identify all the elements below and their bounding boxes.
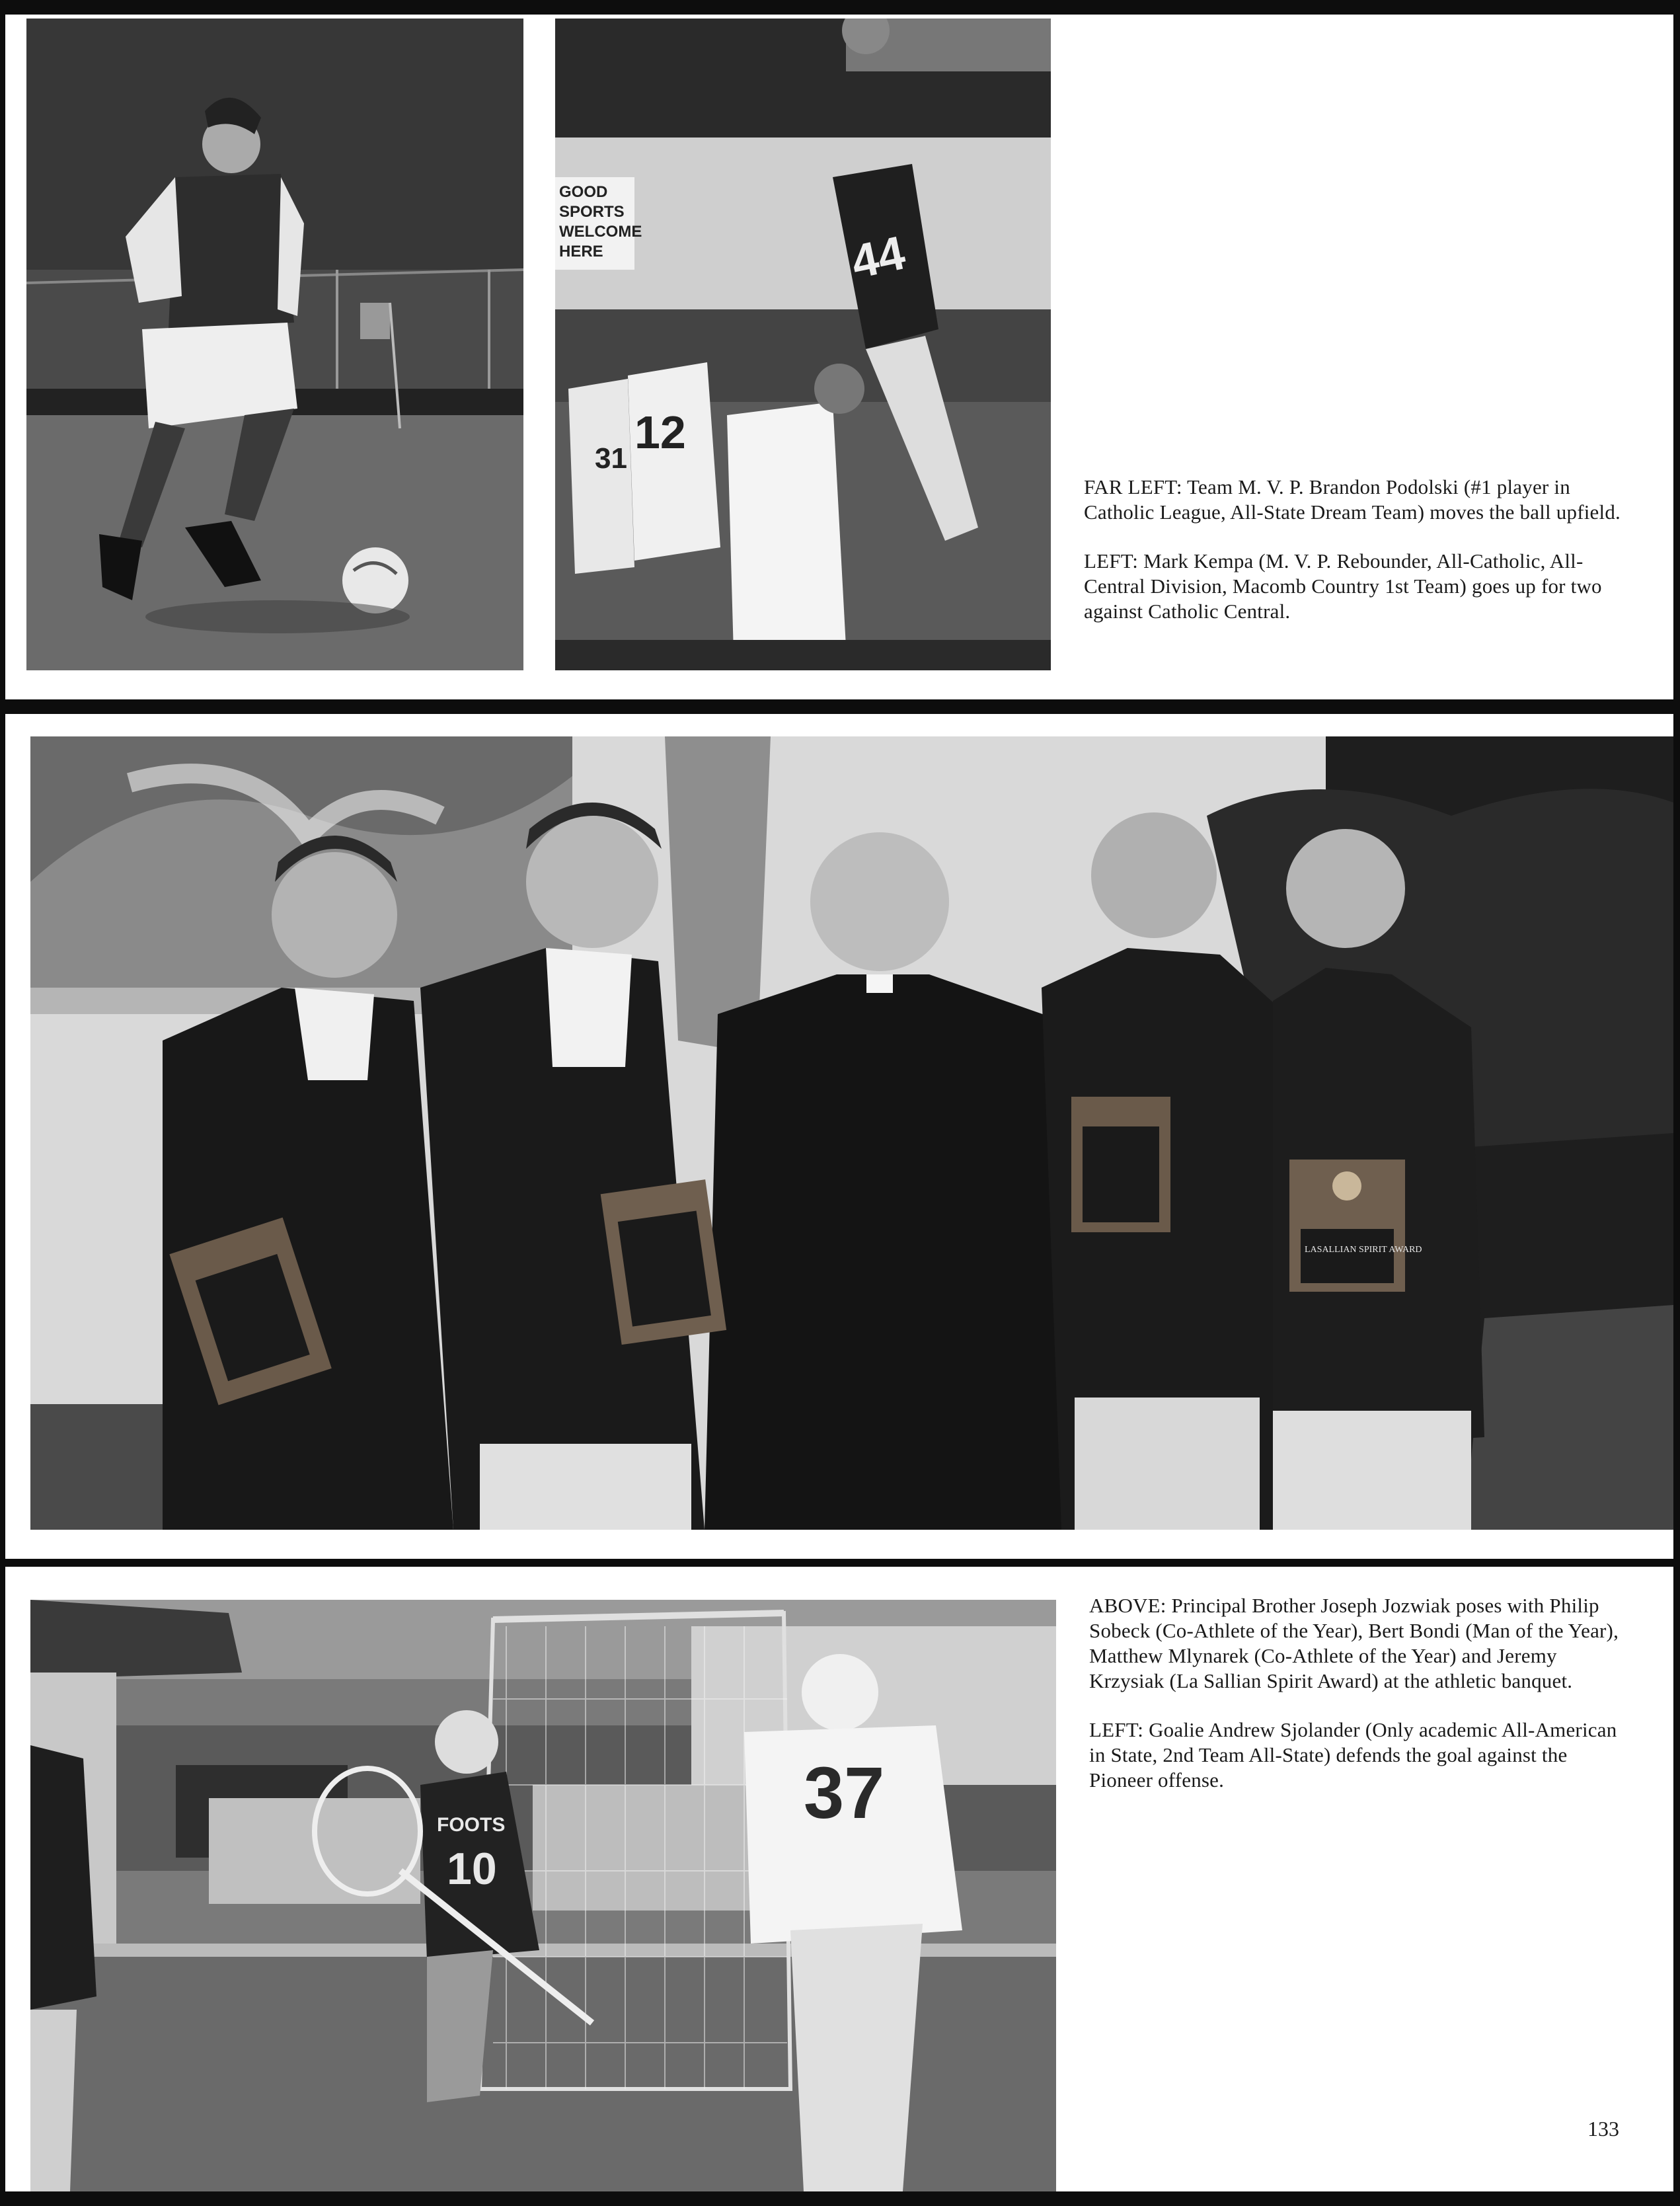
lacrosse-jersey-number: 10: [447, 1844, 497, 1894]
top-captions: [1084, 475, 1626, 648]
bottom-captions: [1089, 1593, 1626, 1817]
caption-left-basketball: LEFT: Mark Kempa (M. V. P. Rebounder, All-Catholic, All-Central Division, Macomb Country 1st Team) goes up for two against Catholic Central.: [1084, 549, 1602, 623]
caption-far-left-soccer: FAR LEFT: Team M. V. P. Brandon Podolski (#1 player in Catholic League, All-State Dream Team) moves the ball upfield.: [1084, 475, 1621, 524]
jersey-31: 31: [595, 442, 627, 475]
gym-banner-line-2: SPORTS: [559, 203, 625, 221]
banquet-photo: [30, 736, 1673, 1530]
plaque-bondi: [601, 1179, 726, 1345]
lacrosse-photo: [30, 1600, 1056, 2191]
plaque-krzysiak-text: LASALLIAN SPIRIT AWARD: [1305, 1245, 1422, 1255]
basketball-photo: [555, 19, 1051, 670]
plaque-mlynarek: [1071, 1097, 1170, 1232]
gym-banner-line-4: HERE: [559, 243, 603, 260]
gym-banner-line-3: WELCOME: [559, 223, 642, 241]
soccer-photo: [26, 19, 523, 670]
jersey-44: 44: [847, 226, 910, 290]
jersey-12: 12: [634, 407, 686, 458]
lacrosse-jersey-text: FOOTS: [437, 1814, 506, 1836]
caption-above-banquet: ABOVE: Principal Brother Joseph Jozwiak poses with Philip Sobeck (Co-Athlete of the Year), Bert Bondi (Man of the Year), Matthew Mlynarek (Co-Athlete of the Year) and Jeremy Krzysiak (La Sallian Spirit Award) at the athletic banquet.: [1089, 1594, 1619, 1692]
caption-left-lacrosse: LEFT: Goalie Andrew Sjolander (Only academic All-American in State, 2nd Team All-State) defends the goal against the Pioneer offense.: [1089, 1718, 1617, 1792]
page-number: 133: [1587, 2117, 1619, 2141]
jersey-37: 37: [804, 1753, 885, 1834]
gym-banner-line-1: GOOD: [559, 183, 608, 201]
plaque-krzysiak: [1289, 1160, 1422, 1292]
